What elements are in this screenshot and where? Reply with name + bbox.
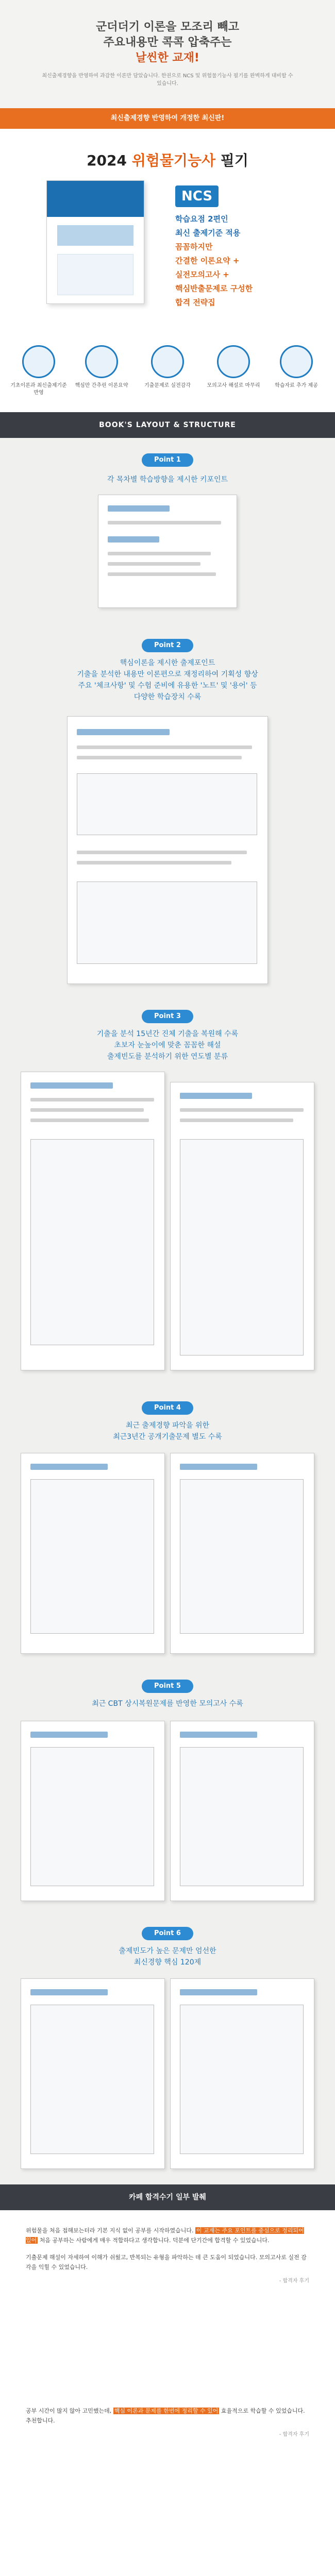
review-section [0,2210,335,2576]
book-title-prefix: 2024 [87,152,132,169]
point-2-desc-1: 핵심이론을 제시한 출제포인트 [120,659,215,667]
feature-icon-item [73,345,130,389]
point-2-section [0,629,335,999]
point-6-desc-1: 출제빈도가 높은 문제만 엄선한 [119,1947,216,1955]
review-signature-2: - 합격자 후기 [279,2432,309,2437]
feature-6: 핵심반출문제로 구성한 [175,284,253,293]
feature-5: 실전모의고사 + [175,270,229,279]
point-3-desc-2: 초보자 눈높이에 맞춘 꼼꼼한 해설 [114,1041,221,1049]
review-p1-post: 처음 공부하는 사람에게 매우 적합하다고 생각합니다. 덕분에 단기간에 합격할 수 있었습니다. [39,2237,270,2244]
point-6-sample-left [21,1978,165,2169]
point-4-sample-left [21,1453,165,1654]
book-icon [22,345,55,378]
check-icon [151,345,184,378]
point-3-badge: Point 3 [142,1010,193,1023]
hero-description: 최신출제경향을 반영하여 과감한 이론만 담았습니다. 한권으로 NCS 및 위험물기능사 필기를 완벽하게 대비할 수 있습니다. [42,73,293,87]
point-4-section [0,1391,335,1669]
review-paragraph-3 [26,2406,309,2426]
feature-icon-label: 기출문제로 실전감각 [144,383,191,388]
point-2-desc-4: 다양한 학습장치 수록 [133,693,202,701]
point-4-badge: Point 4 [142,1401,193,1415]
list-icon [85,345,118,378]
review-p3-pre: 공부 시간이 많지 않아 고민했는데, [26,2408,112,2414]
point-1-sample [98,495,237,608]
point-4-sample-right [170,1453,314,1654]
review-p1-highlight: 이 교재는 주요 포인트를 중심으로 정리되어 있어 [26,2227,304,2244]
feature-4: 간결한 이론요약 + [175,256,240,265]
point-4-desc-1: 최근 출제경향 파악을 위한 [125,1421,210,1430]
point-2-desc [31,657,304,703]
point-6-badge: Point 6 [142,1927,193,1940]
hero-headline [0,20,335,66]
review-p3-post: 효율적으로 학습할 수 있었습니다. 추천합니다. [26,2408,305,2424]
pencil-icon [217,345,250,378]
review-paragraph-1 [26,2226,309,2245]
point-5-sample-left [21,1721,165,1901]
point-6-sample-right [170,1978,314,2169]
review-p3-highlight: 핵심 이론과 문제를 한번에 정리할 수 있어 [114,2408,219,2414]
point-1-badge: Point 1 [142,453,193,467]
book-cover-image [46,180,144,304]
point-1-section [0,438,335,629]
feature-icon-item [139,345,196,389]
folder-icon [280,345,313,378]
feature-icon-label: 핵심만 간추린 이론요약 [75,383,128,388]
book-title-accent: 위험물기능사 [131,152,216,169]
feature-icon-label: 학습자료 추가 제공 [275,383,318,388]
review-block-1 [26,2226,309,2284]
layout-section-header: BOOK'S LAYOUT & STRUCTURE [0,412,335,438]
hero-line-1: 군더더기 이론을 모조리 빼고 [95,21,239,33]
promo-banner: 최신출제경향 반영하여 개정한 최신판! [0,108,335,129]
point-3-desc [31,1028,304,1062]
feature-1: 학습요점 2편인 [175,214,228,224]
feature-list [175,185,309,311]
hero-section [0,0,335,108]
point-5-sample-right [170,1721,314,1901]
review-paragraph-2: 기출문제 해설이 자세하여 이해가 쉬웠고, 반복되는 유형을 파악하는 데 큰 도움이 되었습니다. 모의고사로 실전 감각을 익힐 수 있었습니다. [26,2254,307,2270]
hero-line-3: 날씬한 교재! [136,52,199,64]
feature-icon-item [10,345,67,397]
point-6-desc-2: 최신경향 핵심 120제 [133,1958,202,1967]
point-3-section [0,999,335,1391]
point-6-section [0,1917,335,2184]
point-3-sample-right [170,1082,314,1370]
feature-3: 꼼꼼하지만 [175,242,213,251]
book-title-suffix: 필기 [215,152,248,169]
feature-2: 최신 출제기준 적용 [175,228,241,238]
ncs-badge: NCS [175,185,219,207]
feature-7: 합격 전략집 [175,298,215,307]
point-3-desc-3: 출제빈도를 분석하기 위한 연도별 분류 [107,1053,228,1061]
point-1-desc: 각 목차별 학습방향을 제시한 키포인트 [107,476,228,484]
point-4-desc-2: 최근3년간 공개기출문제 별도 수록 [113,1433,222,1441]
point-5-section [0,1669,335,1917]
point-5-desc: 최근 CBT 상시복원문제를 반영한 모의고사 수록 [92,1700,243,1708]
point-2-badge: Point 2 [142,639,193,652]
point-6-desc [31,1945,304,1968]
point-2-sample [67,716,268,984]
review-p1-pre: 위험물을 처음 접해보는터라 기본 지식 없이 공부를 시작하였습니다. [26,2227,194,2234]
review-signature-1: - 합격자 후기 [279,2278,309,2284]
feature-icon-label: 모의고사 해설로 마무리 [207,383,260,388]
point-4-desc [31,1420,304,1443]
point-5-badge: Point 5 [142,1680,193,1693]
point-3-desc-1: 기출을 분석 15년간 진체 기출을 복원해 수록 [96,1030,239,1038]
feature-icon-label: 기초이론과 최신출제기준 반영 [10,383,67,396]
feature-icon-item [205,345,262,389]
point-2-desc-3: 주요 '체크사항' 및 수험 준비에 유용한 '노트' 및 '용어' 등 [78,682,257,690]
feature-icons-row [0,335,335,412]
book-title [0,149,335,170]
feature-icon-item [268,345,325,389]
point-2-desc-2: 기출을 분석한 내용만 이론편으로 재정리하여 기획성 향상 [77,670,258,679]
review-section-header: 카페 합격수기 일부 발췌 [0,2184,335,2210]
review-block-2 [26,2406,309,2437]
point-3-sample-left [21,1072,165,1370]
hero-line-2: 주요내용만 콕콕 압축주는 [103,36,232,49]
book-section [0,129,335,335]
